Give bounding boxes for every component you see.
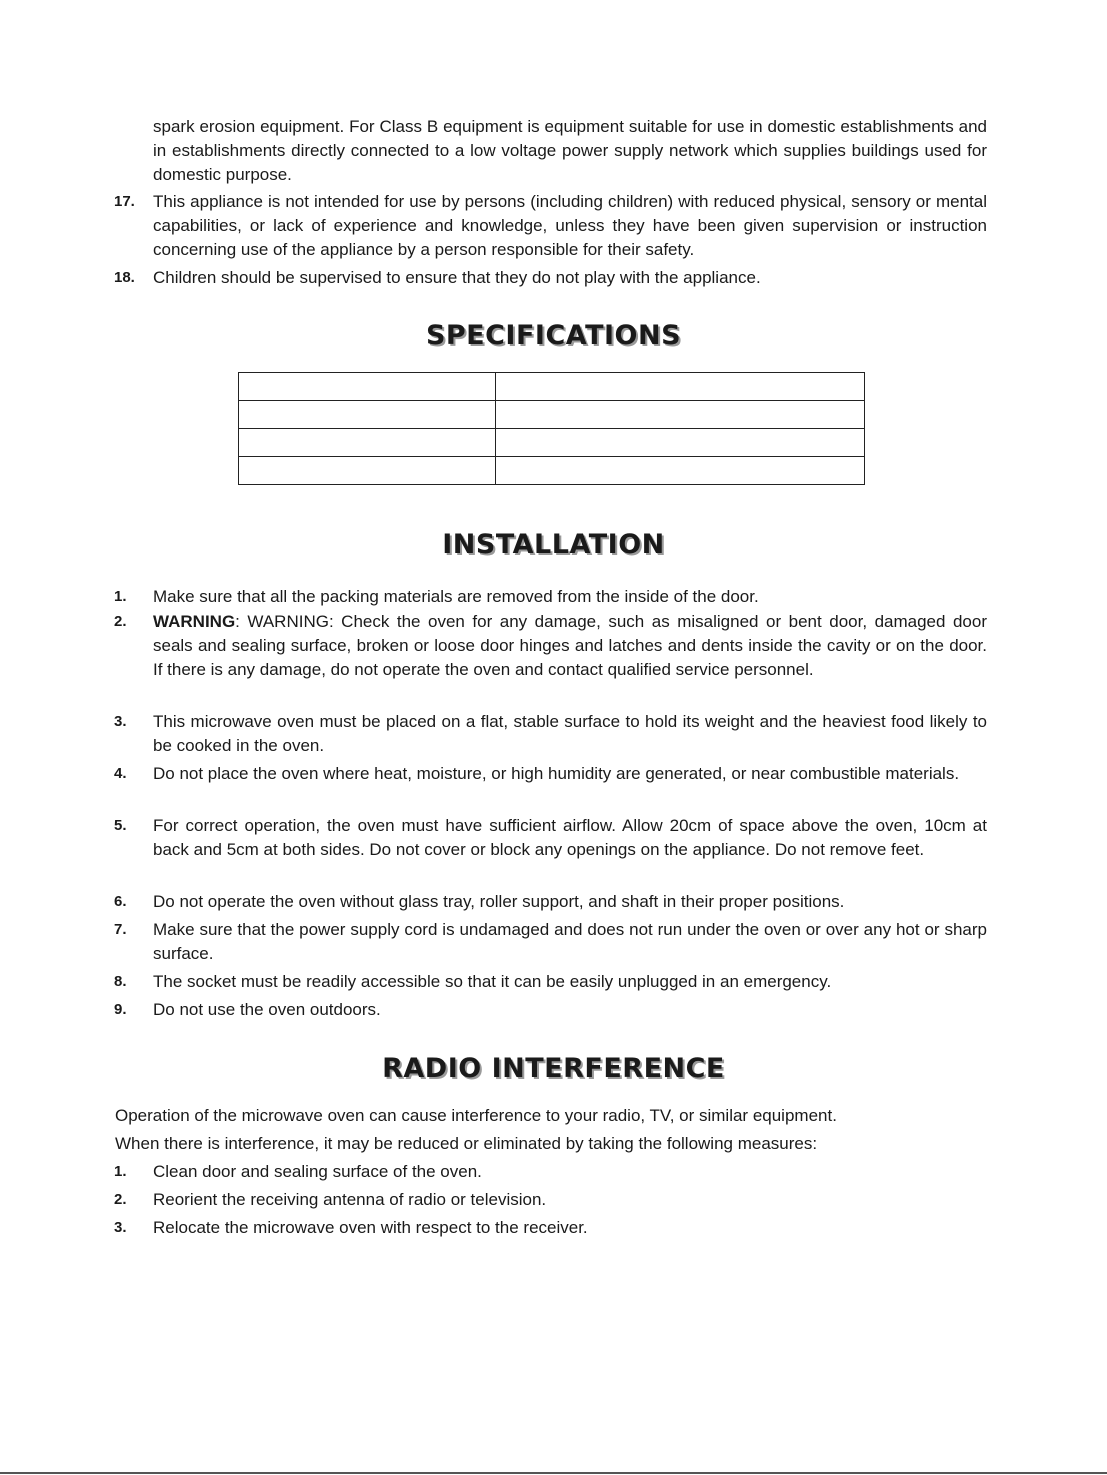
item-number: 3. (114, 1219, 127, 1236)
item-number: 2. (114, 613, 127, 630)
warning-label: WARNING (153, 612, 236, 631)
safety-item-text: This appliance is not intended for use by persons (including children) with reduced physical, sensory or mental capabilities, or lack of experience and knowledge, unless they have been given supervision or instruction concerning use of the appliance by a person responsible for their safety. (153, 192, 987, 259)
radio-item-text: Clean door and sealing surface of the oven. (153, 1162, 482, 1181)
item-number: 8. (114, 973, 127, 990)
spec-label-cell (239, 401, 496, 429)
spec-value-cell (496, 429, 865, 457)
table-row (239, 373, 865, 401)
item-number: 3. (114, 713, 127, 730)
radio-item-text: Relocate the microwave oven with respect to the receiver. (153, 1218, 588, 1237)
spec-label-cell (239, 373, 496, 401)
item-number: 1. (114, 1163, 127, 1180)
installation-item-text: : WARNING: Check the oven for any damage, such as misaligned or bent door, damaged door seals and sealing surface, broken or loose door hinges and latches and dents inside the cavity or on the door. If there is any damage, do not operate the oven and contact qualified service personnel. (153, 612, 987, 679)
installation-item-text: The socket must be readily accessible so that it can be easily unplugged in an emergency. (153, 972, 832, 991)
installation-item-text: This microwave oven must be placed on a flat, stable surface to hold its weight and the heaviest food likely to be cooked in the oven. (153, 712, 987, 755)
item-number: 9. (114, 1001, 127, 1018)
continued-paragraph: spark erosion equipment. For Class B equipment is equipment suitable for use in domestic establishments and in establishments directly connected to a low voltage power supply network which supplies buildings used for domestic purpose. (153, 117, 987, 184)
radio-interference-heading: RADIO INTERFERENCE (382, 1053, 725, 1084)
item-number: 4. (114, 765, 127, 782)
table-row (239, 457, 865, 485)
spec-label-cell (239, 429, 496, 457)
item-number: 17. (114, 193, 135, 210)
item-number: 2. (114, 1191, 127, 1208)
installation-item-text: Do not place the oven where heat, moisture, or high humidity are generated, or near combustible materials. (153, 764, 960, 783)
item-number: 6. (114, 893, 127, 910)
table-row (239, 429, 865, 457)
radio-intro-2: When there is interference, it may be reduced or eliminated by taking the following measures: (115, 1134, 818, 1153)
item-number: 1. (114, 588, 127, 605)
item-number: 5. (114, 817, 127, 834)
page-bottom-edge (0, 1472, 1107, 1474)
radio-item-text: Reorient the receiving antenna of radio or television. (153, 1190, 547, 1209)
installation-item-warning (153, 610, 987, 682)
specifications-table (238, 372, 865, 485)
spec-value-cell (496, 373, 865, 401)
spec-value-cell (496, 401, 865, 429)
table-row (239, 401, 865, 429)
item-number: 7. (114, 921, 127, 938)
installation-item-text: Do not use the oven outdoors. (153, 1000, 381, 1019)
installation-item-text: Make sure that all the packing materials are removed from the inside of the door. (153, 587, 759, 606)
installation-item-text: Do not operate the oven without glass tray, roller support, and shaft in their proper positions. (153, 892, 845, 911)
spec-value-cell (496, 457, 865, 485)
safety-item-text: Children should be supervised to ensure that they do not play with the appliance. (153, 268, 761, 287)
installation-heading: INSTALLATION (442, 529, 665, 560)
installation-item-text: Make sure that the power supply cord is undamaged and does not run under the oven or over any hot or sharp surface. (153, 920, 987, 963)
radio-intro-1: Operation of the microwave oven can cause interference to your radio, TV, or similar equipment. (115, 1106, 837, 1125)
specifications-heading: SPECIFICATIONS (425, 320, 682, 351)
installation-item-text: For correct operation, the oven must have sufficient airflow. Allow 20cm of space above the oven, 10cm at back and 5cm at both sides. Do not cover or block any openings on the appliance. Do not remove feet. (153, 816, 987, 859)
spec-label-cell (239, 457, 496, 485)
item-number: 18. (114, 269, 135, 286)
